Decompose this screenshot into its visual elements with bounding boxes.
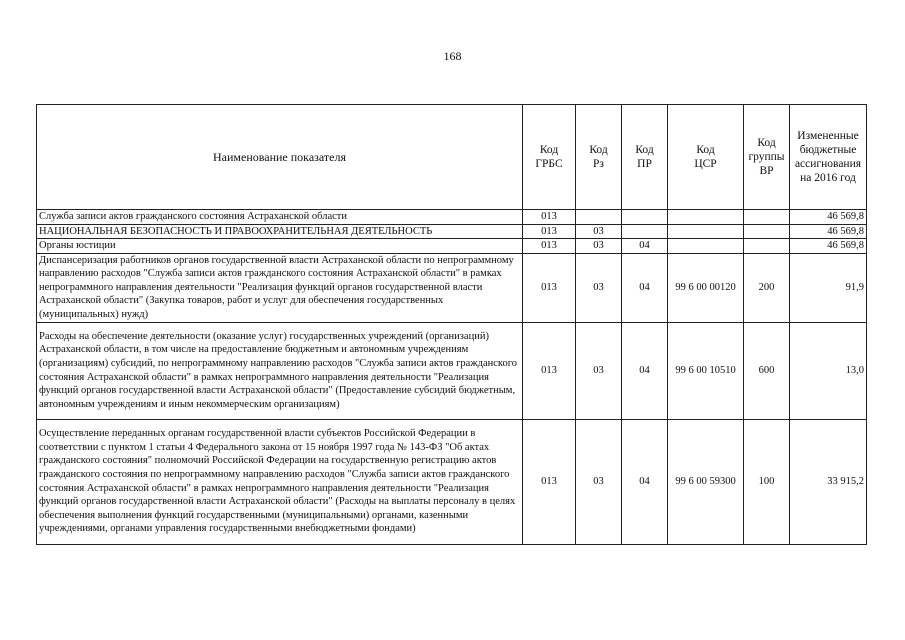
row-pr: 04 — [622, 253, 668, 322]
row-csr — [668, 224, 744, 239]
header-line: ассигнования — [794, 158, 862, 170]
table-row — [37, 322, 867, 419]
header-line: Рз — [593, 158, 604, 170]
row-vr — [744, 224, 790, 239]
row-rz: 03 — [576, 322, 622, 419]
row-amount: 91,9 — [790, 253, 867, 322]
header-line: Код — [539, 144, 559, 156]
header-line: Код — [757, 137, 776, 149]
row-amount: 46 569,8 — [790, 210, 867, 225]
header-line: Код — [696, 144, 715, 156]
row-pr: 04 — [622, 419, 668, 544]
row-rz: 03 — [576, 419, 622, 544]
header-name — [37, 105, 523, 210]
table-row — [37, 253, 867, 322]
row-rz: 03 — [576, 224, 622, 239]
header-line: ПР — [637, 158, 652, 170]
row-grbs: 013 — [523, 224, 576, 239]
header-line: на 2016 год — [800, 172, 856, 184]
row-vr: 600 — [744, 322, 790, 419]
table-header-row — [37, 105, 867, 210]
row-csr: 99 6 00 00120 — [668, 253, 744, 322]
header-grbs — [523, 105, 576, 210]
header-csr — [668, 105, 744, 210]
table-row — [37, 210, 867, 225]
header-line: бюджетные — [799, 144, 857, 156]
row-grbs: 013 — [523, 253, 576, 322]
header-line: Код — [589, 144, 608, 156]
table-row — [37, 224, 867, 239]
row-name: Органы юстиции — [37, 239, 523, 254]
row-grbs: 013 — [523, 239, 576, 254]
page-number: 168 — [443, 49, 462, 63]
row-grbs: 013 — [523, 322, 576, 419]
table-row — [37, 239, 867, 254]
table-row — [37, 419, 867, 544]
row-vr: 200 — [744, 253, 790, 322]
row-name: Диспансеризация работников органов государственной власти Астраханской области по непрограммному направлению расходов "Служба записи актов гражданского состояния Астраханской области" в рамках непрограммного направления деятельности "Реализация функций органов государственной власти Астраханской области" (Закупка товаров, работ и услуг для обеспечения государственных (муниципальных) нужд) — [37, 253, 523, 322]
header-line: ЦСР — [694, 158, 717, 170]
row-vr — [744, 210, 790, 225]
row-vr — [744, 239, 790, 254]
budget-table — [36, 104, 867, 545]
header-line: ВР — [759, 165, 774, 177]
header-line: Измененные — [797, 130, 859, 142]
header-line: Код — [635, 144, 654, 156]
row-amount: 46 569,8 — [790, 239, 867, 254]
row-name: Осуществление переданных органам государственной власти субъектов Российской Федерации в соответствии с пунктом 1 статьи 4 Федерального закона от 15 ноября 1997 года № 143-ФЗ "Об актах гражданского состояния" полномочий Российской Федерации на государственную регистрацию актов гражданского состояния по непрограммному направлению расходов "Служба записи актов гражданского состояния Астраханской области" в рамках непрограммного направления деятельности "Реализация функций органов государственной власти Астраханской области" (Расходы на выплаты персоналу в целях обеспечения выполнения функций государственными (муниципальными) органами, казенными учреждениями, органами управления государственными внебюджетными фондами) — [37, 419, 523, 544]
row-csr — [668, 239, 744, 254]
row-pr: 04 — [622, 322, 668, 419]
row-csr: 99 6 00 59300 — [668, 419, 744, 544]
row-name: НАЦИОНАЛЬНАЯ БЕЗОПАСНОСТЬ И ПРАВООХРАНИТЕЛЬНАЯ ДЕЯТЕЛЬНОСТЬ — [37, 224, 523, 239]
row-csr — [668, 210, 744, 225]
row-pr — [622, 210, 668, 225]
row-name: Расходы на обеспечение деятельности (оказание услуг) государственных учреждений (организаций) Астраханской области, в том числе на предоставление бюджетным и автономным учреждениям (организациям) субсидий, по непрограммному направлению расходов "Служба записи актов гражданского состояния Астраханской области" в рамках непрограммного направления деятельности "Реализация функций органов государственной власти Астраханской области" (Предоставление субсидий бюджетным, автономным учреждениям и иным некоммерческим организациям) — [37, 322, 523, 419]
header-vr — [744, 105, 790, 210]
row-grbs: 013 — [523, 419, 576, 544]
header-line: ГРБС — [535, 158, 563, 170]
row-name: Служба записи актов гражданского состояния Астраханской области — [37, 210, 523, 225]
row-rz — [576, 210, 622, 225]
header-rz — [576, 105, 622, 210]
row-rz: 03 — [576, 239, 622, 254]
row-pr — [622, 224, 668, 239]
header-line: группы — [748, 151, 785, 163]
header-line: Наименование показателя — [213, 150, 346, 164]
row-csr: 99 6 00 10510 — [668, 322, 744, 419]
row-amount: 33 915,2 — [790, 419, 867, 544]
row-vr: 100 — [744, 419, 790, 544]
row-pr: 04 — [622, 239, 668, 254]
row-amount: 46 569,8 — [790, 224, 867, 239]
row-amount: 13,0 — [790, 322, 867, 419]
header-amount — [790, 105, 867, 210]
row-grbs: 013 — [523, 210, 576, 225]
row-rz: 03 — [576, 253, 622, 322]
header-pr — [622, 105, 668, 210]
